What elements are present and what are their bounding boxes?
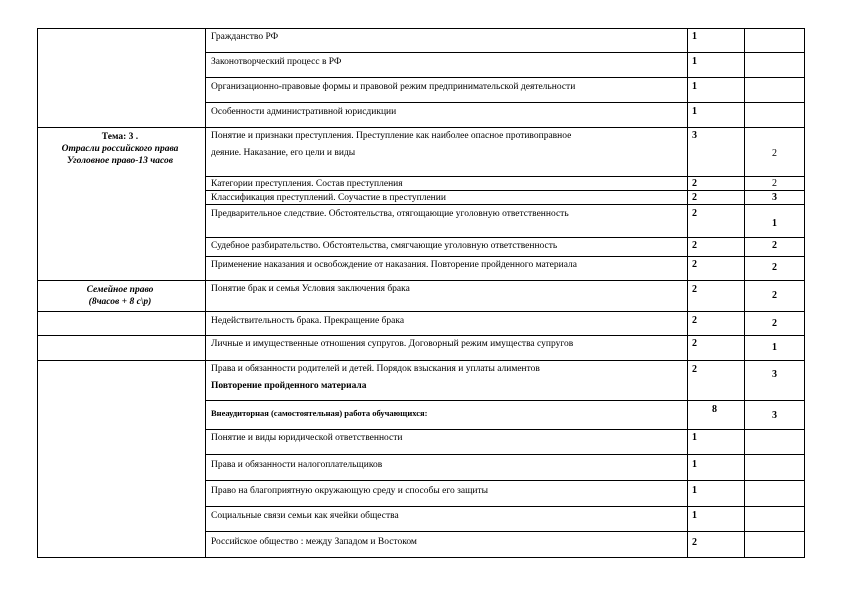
section-family (40, 284, 200, 308)
table-row-hours: 1 (692, 106, 697, 117)
table-row-extra: 2 (772, 262, 777, 273)
table-row-topic: Понятие брак и семья Условия заключения брака (211, 284, 410, 294)
section-criminal-line1: Тема: 3 . (101, 132, 139, 142)
table-row-extra: 3 (772, 410, 777, 421)
table-row-topic: Законотворческий процесс в РФ (211, 57, 342, 67)
table-row-extra: 2 (772, 290, 777, 301)
table-row-hours: 2 (692, 338, 697, 349)
table-row-topic: Российское общество : между Западом и Востоком (211, 537, 417, 547)
table-row-topic: Понятие и виды юридической ответственности (211, 433, 403, 443)
table-row-hours: 1 (692, 31, 697, 42)
table-row-topic: Судебное разбирательство. Обстоятельства, смягчающие уголовную ответственность (211, 241, 558, 251)
table-row-hours: 1 (692, 81, 697, 92)
table-row-hours: 1 (692, 56, 697, 67)
section-criminal (40, 131, 200, 167)
section-family-line2: (8часов + 8 с\р) (88, 297, 152, 307)
table-row-topic: Применение наказания и освобождение от наказания. Повторение пройденного материала (211, 260, 577, 270)
table-row-topic: Социальные связи семьи как ячейки общества (211, 511, 399, 521)
table-row-hours: 1 (692, 510, 697, 521)
table-row-hours: 2 (692, 364, 697, 375)
table-row-topic: Особенности административной юрисдикции (211, 107, 397, 117)
table-row-extra: 3 (772, 369, 777, 380)
table-row-topic: Личные и имущественные отношения супругов. Договорный режим имущества супругов (211, 339, 574, 349)
table-row-extra: 1 (772, 218, 777, 229)
table-row-topic: Недействительность брака. Прекращение брака (211, 316, 405, 326)
table-row-hours: 1 (692, 485, 697, 496)
table-row-topic-cont: деяние. Наказание, его цели и виды (211, 148, 356, 158)
table-row-topic: Права и обязанности родителей и детей. Порядок взыскания и уплаты алиментов (211, 364, 540, 374)
table-row-hours: 2 (692, 240, 697, 251)
table-row-topic: Внеаудиторная (самостоятельная) работа обучающихся: (211, 408, 428, 418)
table-row-extra: 2 (772, 148, 777, 159)
table-row-topic: Понятие и признаки преступления. Преступление как наиболее опасное противоправное (211, 131, 572, 141)
table-row-topic: Категории преступления. Состав преступления (211, 179, 403, 189)
section-criminal-line3: Уголовное право-13 часов (66, 156, 174, 166)
table-row-hours: 2 (692, 208, 697, 219)
table-row-hours: 2 (692, 192, 697, 203)
table-row-topic: Классификация преступлений. Соучастие в преступлении (211, 193, 446, 203)
table-row-extra: 1 (772, 342, 777, 353)
table-row-extra: 2 (772, 178, 777, 189)
section-criminal-line2: Отрасли российского права (61, 144, 179, 154)
table-row-hours: 1 (692, 432, 697, 443)
table-row-hours: 8 (712, 404, 717, 415)
table-row-hours: 2 (692, 178, 697, 189)
table-row-extra: 2 (772, 240, 777, 251)
table-row-extra: 3 (772, 192, 777, 203)
table-row-topic: Права и обязанности налогоплательщиков (211, 460, 383, 470)
table-row-topic: Гражданство РФ (211, 32, 279, 42)
table-row-topic: Предварительное следствие. Обстоятельства, отягощающие уголовную ответственность (211, 209, 569, 219)
table-row-hours: 3 (692, 130, 697, 141)
table-row-hours: 2 (692, 315, 697, 326)
table-row-topic: Организационно-правовые формы и правовой режим предпринимательской деятельности (211, 82, 576, 92)
table-row-hours: 2 (692, 537, 697, 548)
table-row-topic-cont: Повторение пройденного материала (211, 381, 367, 391)
table-row-topic: Право на благоприятную окружающую среду и способы его защиты (211, 486, 489, 496)
table-row-extra: 2 (772, 318, 777, 329)
table-row-hours: 2 (692, 259, 697, 270)
section-family-line1: Семейное право (86, 285, 154, 295)
table-row-hours: 2 (692, 284, 697, 295)
table-row-hours: 1 (692, 459, 697, 470)
